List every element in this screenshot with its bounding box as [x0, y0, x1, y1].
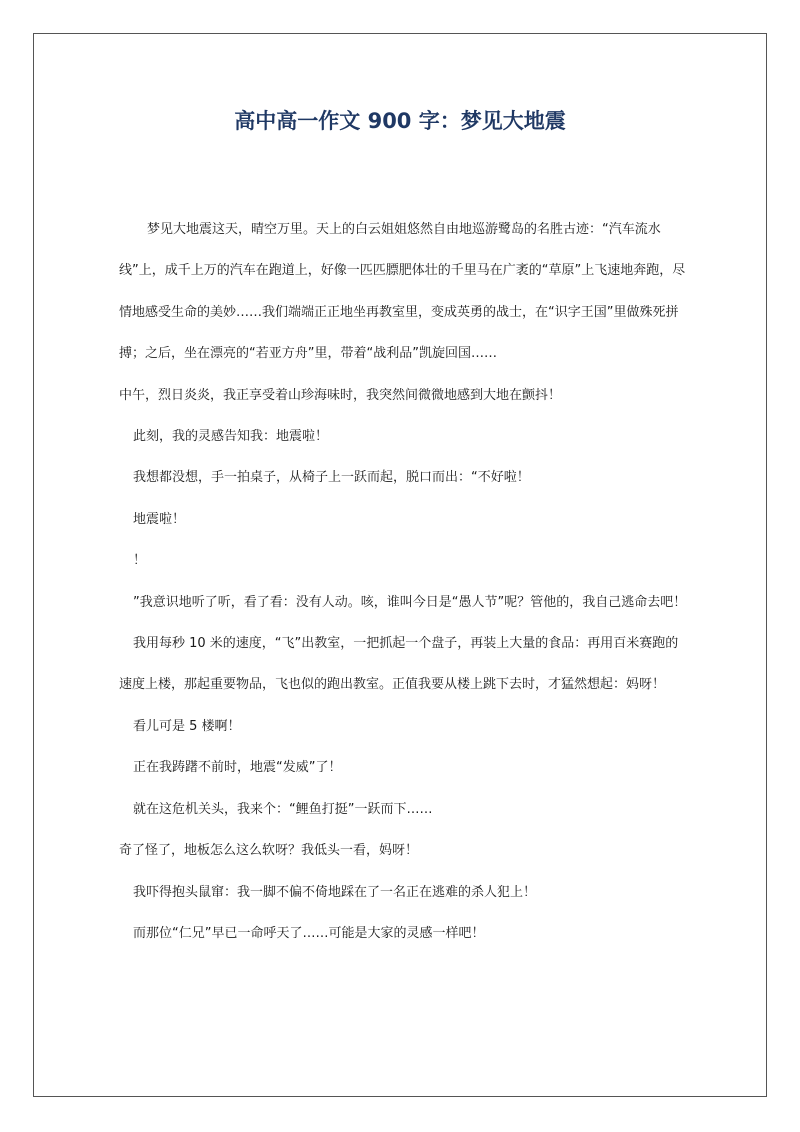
- document-body: [119, 209, 687, 954]
- paragraph: 就在这危机关头，我来个：“鲤鱼打挺”一跃而下……: [133, 801, 433, 817]
- paragraph: 看儿可是 5 楼啊！: [133, 718, 241, 734]
- paragraph: ”我意识地听了听，看了看：没有人动。咳，谁叫今日是“愚人节”呢？管他的，我自己逃命去吧！: [133, 594, 687, 610]
- paragraph: 地震啦！: [133, 511, 186, 527]
- paragraph: 我想都没想，手一拍桌子，从椅子上一跃而起，脱口而出：“不好啦！: [133, 470, 530, 486]
- paragraph: 正在我踌躇不前时，地震“发威”了！: [133, 760, 342, 776]
- paragraph: 此刻，我的灵感告知我：地震啦！: [133, 429, 329, 445]
- paragraph: 奇了怪了，地板怎么这么软呀？我低头一看，妈呀！: [119, 843, 419, 859]
- paragraph: 我用每秒 10 米的速度，“飞”出教室，一把抓起一个盘子，再装上大量的食品：再用百米赛跑的速度上楼，那起重要物品，飞也似的跑出教室。正值我要从楼上跳下去时，才猛然想起：妈呀！: [119, 636, 679, 693]
- paragraph: 我吓得抱头鼠窜：我一脚不偏不倚地踩在了一名正在逃难的杀人犯上！: [133, 884, 537, 900]
- paragraph: ！: [133, 553, 147, 569]
- paragraph: 中午，烈日炎炎，我正享受着山珍海味时，我突然间微微地感到大地在颤抖！: [119, 387, 562, 403]
- paragraph: 梦见大地震这天，晴空万里。天上的白云姐姐悠然自由地巡游鹭岛的名胜古迹：“汽车流水线”上，成千上万的汽车在跑道上，好像一匹匹膘肥体壮的千里马在广袤的“草原”上飞速地奔跑，尽情地感受生命的美妙……我们端端正正地坐再教室里，变成英勇的战士，在“识字王国”里做殊死拼搏；之后，坐在漂亮的“若亚方舟”里，带着“战利品”凯旋回国……: [119, 222, 686, 362]
- document-title: 高中高一作文 900 字：梦见大地震: [234, 109, 566, 133]
- paragraph: 而那位“仁兄”早已一命呼天了……可能是大家的灵感一样吧！: [133, 925, 485, 941]
